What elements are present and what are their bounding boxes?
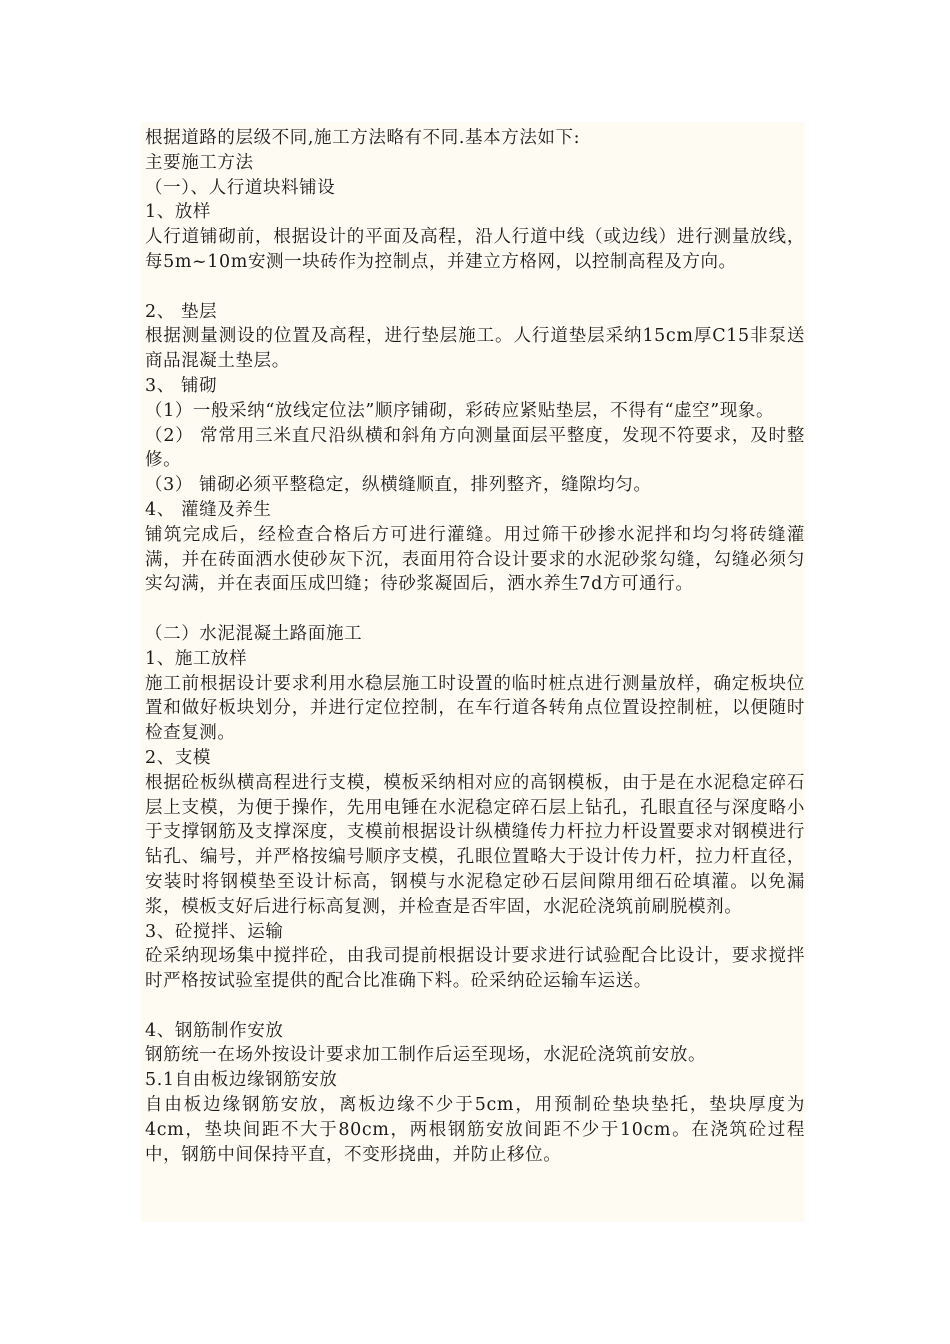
blank-line: [145, 994, 805, 1019]
paragraph: 人行道铺砌前，根据设计的平面及高程，沿人行道中线（或边线）进行测量放线，每5m~10m安测一块砖作为控制点，并建立方格网，以控制高程及方向。: [145, 227, 805, 272]
blank-line: [145, 597, 805, 622]
step-heading: 3、 铺砌: [145, 375, 218, 396]
step-heading: 1、放样: [145, 202, 212, 223]
paragraph: 自由板边缘钢筋安放，离板边缘不少于5cm，用预制砼垫块垫托，垫块厚度为4cm，垫块间距不大于80cm，两根钢筋安放间距不少于10cm。在浇筑砼过程中，钢筋中间保持平直，不变形挠曲，并防止移位。: [145, 1095, 805, 1165]
step-heading: 5.1自由板边缘钢筋安放: [145, 1070, 338, 1091]
intro-line: 根据道路的层级不同,施工方法略有不同.基本方法如下:: [145, 128, 581, 148]
step-heading: 2、支模: [145, 747, 212, 768]
blank-line: [145, 275, 805, 300]
paragraph: 钢筋统一在场外按设计要求加工制作后运至现场，水泥砼浇筑前安放。: [145, 1045, 707, 1066]
paragraph: 砼采纳现场集中搅拌砼，由我司提前根据设计要求进行试验配合比设计，要求搅拌时严格按试验室提供的配合比准确下料。砼采纳砼运输车运送。: [145, 946, 805, 992]
step-heading: 3、砼搅拌、运输: [145, 921, 284, 942]
list-item: （2） 常常用三米直尺沿纵横和斜角方向测量面层平整度，发现不符要求，及时整修。: [145, 425, 805, 471]
step-heading: 1、施工放样: [145, 648, 248, 669]
step-heading: 2、 垫层: [145, 301, 218, 322]
document-body: [145, 126, 805, 1167]
paragraph: 铺筑完成后，经检查合格后方可进行灌缝。用过筛干砂掺水泥拌和均匀将砖缝灌满，并在砖面洒水使砂灰下沉，表面用符合设计要求的水泥砂浆勾缝，勾缝必须匀实勾满，并在表面压成凹缝；待砂浆凝固后，洒水养生7d方可通行。: [145, 524, 805, 595]
paragraph: 根据砼板纵横高程进行支模，模板采纳相对应的高钢模板，由于是在水泥稳定碎石层上支模，为便于操作，先用电锤在水泥稳定碎石层上钻孔，孔眼直径与深度略小于支撑钢筋及支撑深度，支模前根据设计纵横缝传力杆拉力杆设置要求对钢模进行钻孔、编号，并严格按编号顺序支模，孔眼位置略大于设计传力杆，拉力杆直径，安装时将钢模垫至设计标高，钢模与水泥稳定砂石层间隙用细石砼填灌。以免漏浆，模板支好后进行标高复测，并检查是否牢固，水泥砼浇筑前刷脱模剂。: [145, 772, 805, 917]
step-heading: 4、 灌缝及养生: [145, 499, 272, 520]
subsection-heading: （二）水泥混凝土路面施工: [145, 623, 363, 644]
step-heading: 4、钢筋制作安放: [145, 1020, 284, 1041]
list-item: （3） 铺砌必须平整稳定，纵横缝顺直，排列整齐，缝隙均匀。: [145, 475, 652, 496]
list-item: （1）一般采纳“放线定位法”顺序铺砌，彩砖应紧贴垫层，不得有“虚空”现象。: [145, 400, 775, 421]
paragraph: 根据测量测设的位置及高程，进行垫层施工。人行道垫层采纳15cm厚C15非泵送商品混凝土垫层。: [145, 326, 805, 372]
section-heading: 主要施工方法: [145, 152, 254, 173]
subsection-heading: （一）、人行道块料铺设: [145, 177, 336, 198]
paragraph: 施工前根据设计要求利用水稳层施工时设置的临时桩点进行测量放样，确定板块位置和做好板块划分，并进行定位控制，在车行道各转角点位置设控制桩，以便随时检查复测。: [145, 673, 805, 744]
